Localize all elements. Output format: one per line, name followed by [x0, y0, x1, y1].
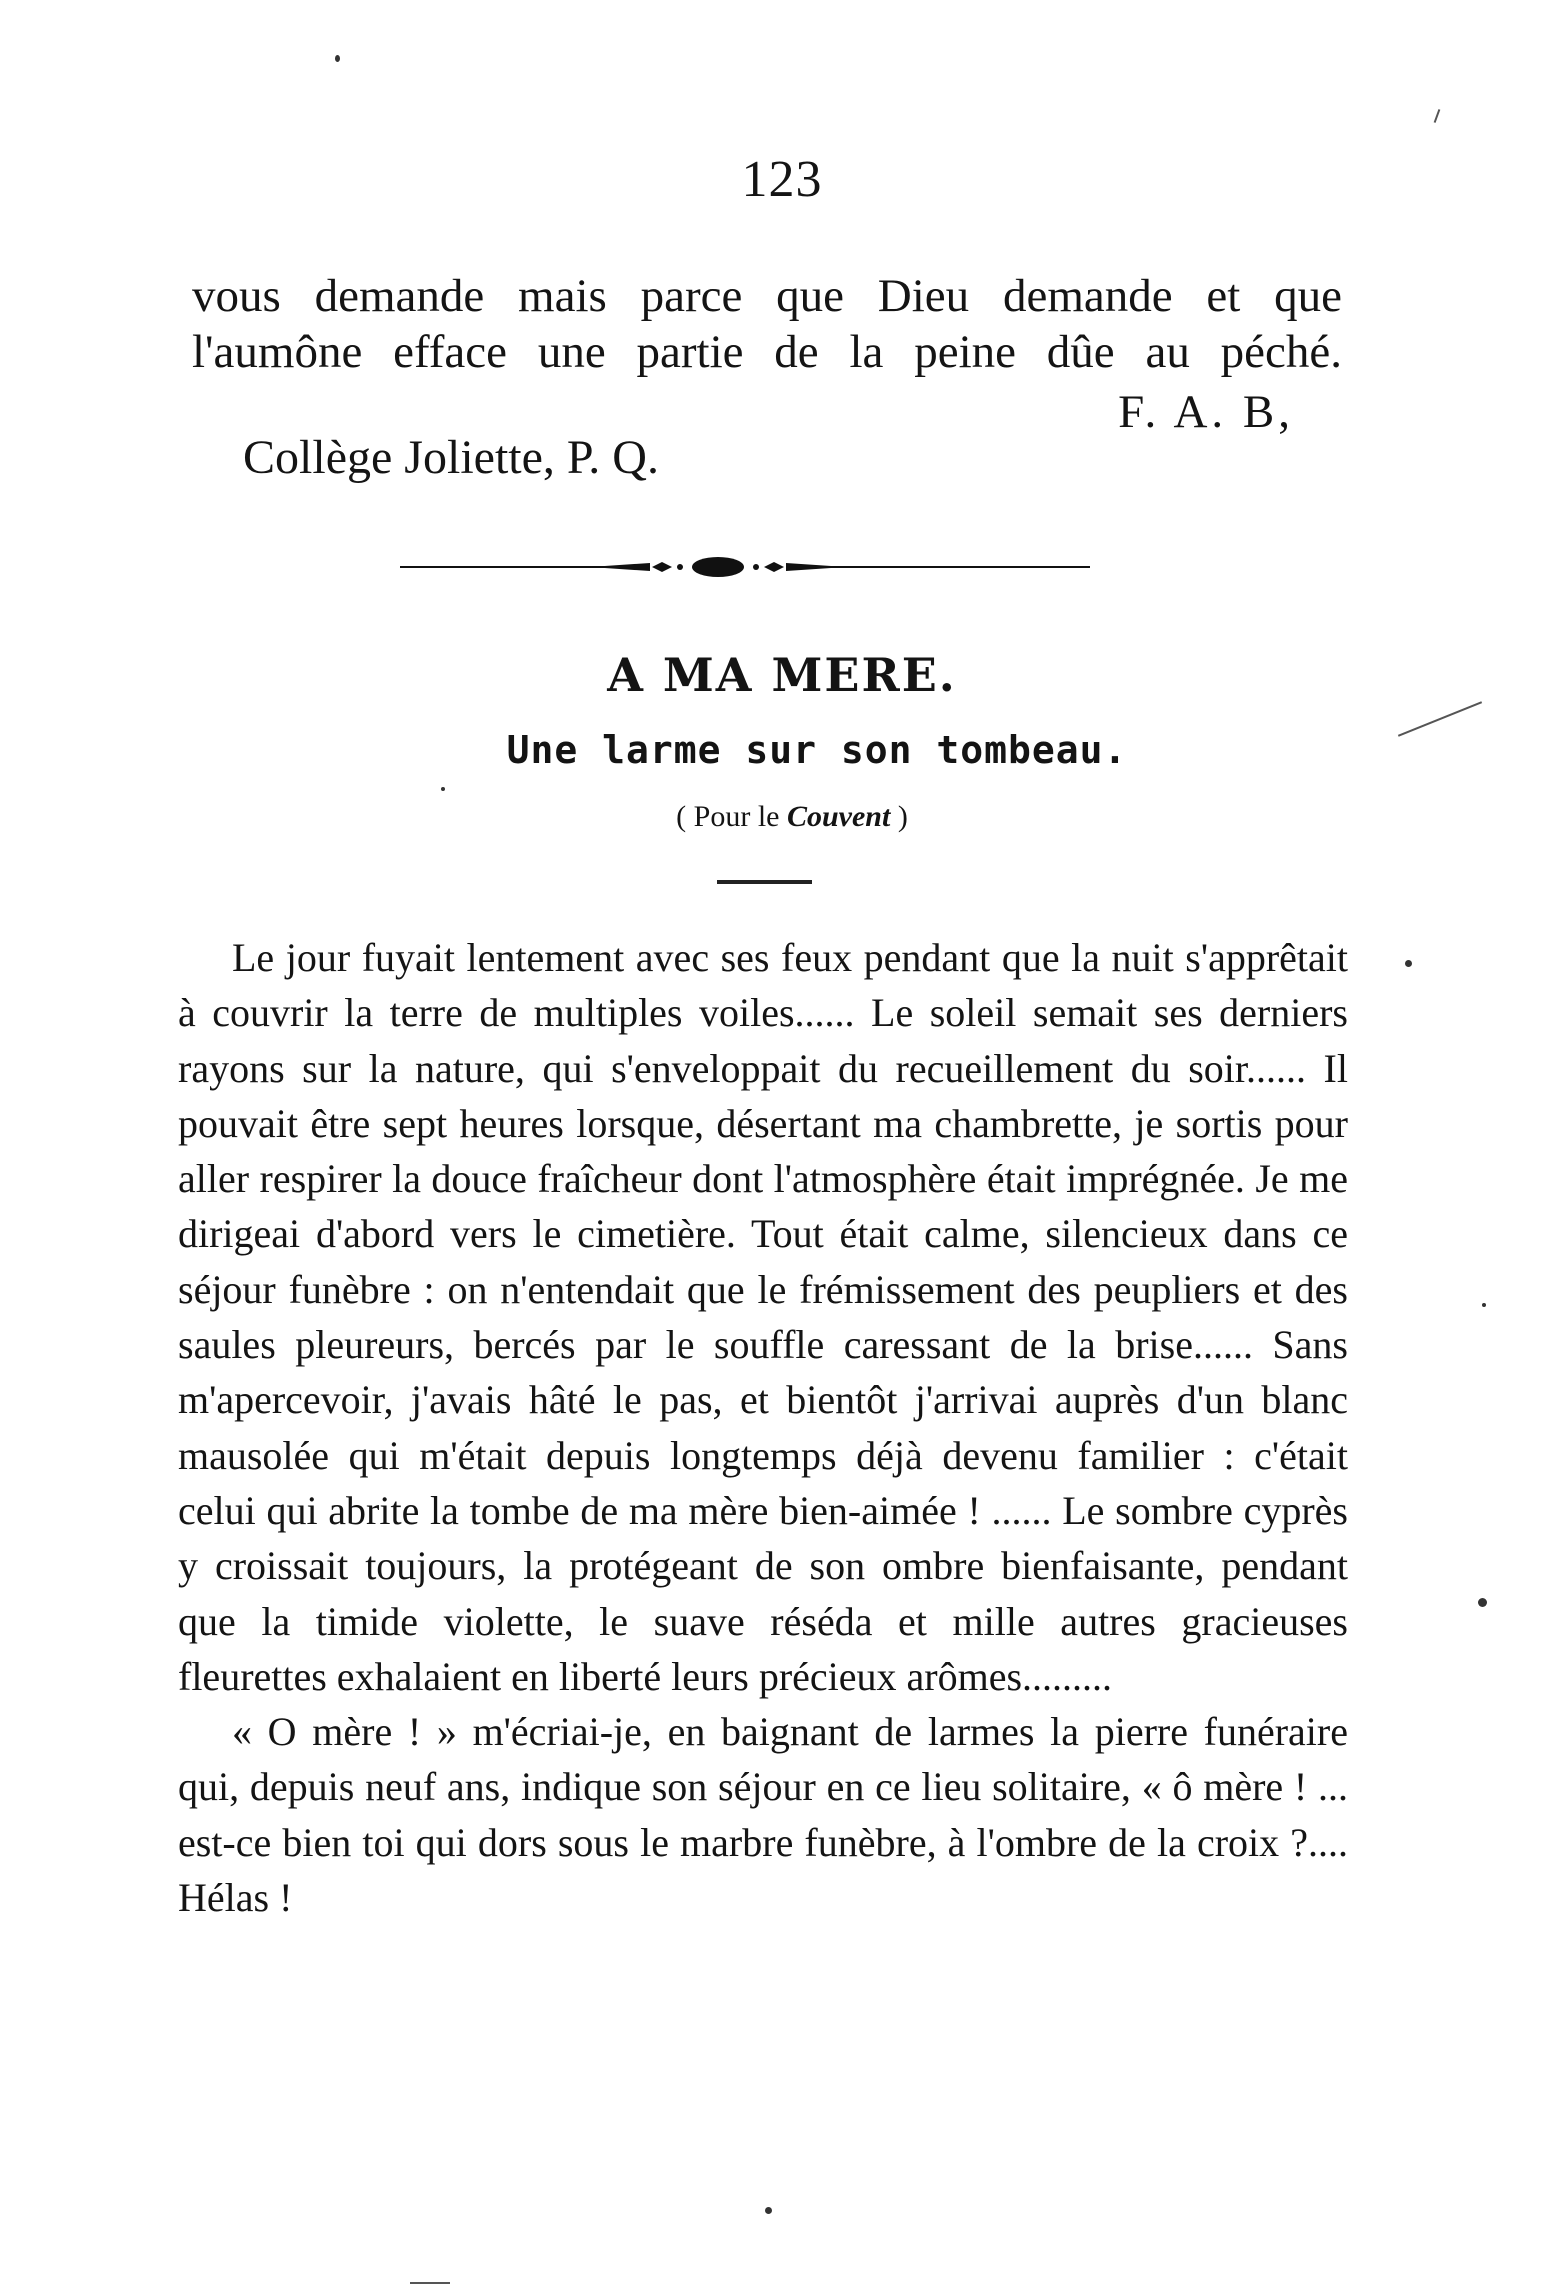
scan-speck [1405, 960, 1412, 967]
scan-speck [765, 2207, 772, 2214]
dedication-prefix: ( Pour le [676, 800, 787, 833]
previous-article-ending [192, 268, 1342, 380]
page-number: 123 [741, 151, 823, 208]
article-subtitle: Une larme sur son tombeau. [506, 728, 1128, 772]
dedication-suffix: ) [890, 800, 908, 833]
article-body [178, 930, 1348, 1925]
body-paragraph: « O mère ! » m'écriai-je, en baignant de larmes la pierre funéraire qui, depuis neuf ans, indique son séjour en ce lieu solitaire, « ô mère ! ... est-ce bien toi qui dors sous le marbre funèbre, à l'ombre de la croix ?.... Hélas ! [178, 1709, 1348, 1921]
scan-stroke [410, 2282, 450, 2284]
article-dedication [0, 800, 1564, 834]
scan-speck [1482, 1303, 1486, 1307]
short-divider [717, 880, 812, 884]
continuation-line: l'aumône efface une partie de la peine dûe au péché. [192, 326, 1342, 378]
author-location: Collège Joliette, P. Q. [243, 431, 659, 484]
scan-speck [441, 787, 445, 791]
continuation-line: vous demande mais parce que Dieu demande et que [192, 270, 1342, 322]
ornament-divider [400, 552, 1090, 582]
scan-speck [335, 55, 340, 62]
scan-speck [1478, 1598, 1487, 1607]
article-title: A MA MERE. [607, 648, 957, 702]
scan-stroke [1434, 109, 1441, 123]
dedication-italic: Couvent [786, 800, 891, 833]
author-signature: F. A. B, [1118, 386, 1294, 438]
body-paragraph: Le jour fuyait lentement avec ses feux pendant que la nuit s'apprêtait à couvrir la terre de multiples voiles...... Le soleil semait ses derniers rayons sur la nature, qui s'enveloppait du recueillement du soir...... Il pouvait être sept heures lorsque, désertant ma chambrette, je sortis pour aller respirer la douce fraîcheur dont l'atmosphère était imprégnée. Je me dirigeai d'abord vers le cimetière. Tout était calme, silencieux dans ce séjour funèbre : on n'entendait que le frémissement des peupliers et des saules pleureurs, bercés par le souffle caressant de la brise...... Sans m'apercevoir, j'avais hâté le pas, et bientôt j'arrivai auprès d'un blanc mausolée qui m'était depuis longtemps déjà devenu familier : c'était celui qui abrite la tombe de ma mère bien-aimée ! ...... Le sombre cyprès y croissait toujours, la protégeant de son ombre bienfaisante, pendant que la timide violette, le suave réséda et mille autres gracieuses fleurettes exhalaient en liberté leurs précieux arômes......... [178, 935, 1348, 1699]
